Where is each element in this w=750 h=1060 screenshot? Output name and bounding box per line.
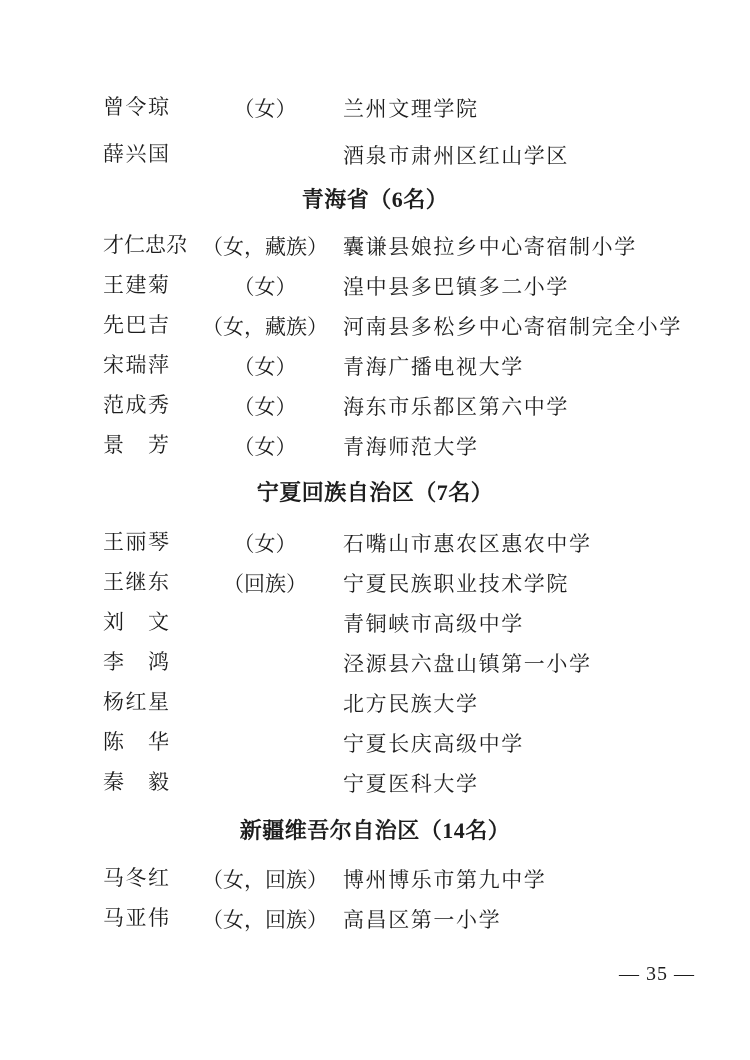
institution: 青铜峡市高级中学 bbox=[343, 612, 524, 636]
institution: 湟中县多巴镇多二小学 bbox=[343, 275, 569, 299]
institution: 泾源县六盘山镇第一小学 bbox=[343, 652, 592, 676]
entry-row bbox=[0, 523, 750, 563]
entry-row bbox=[0, 131, 750, 178]
institution: 北方民族大学 bbox=[343, 692, 479, 716]
recipient-name: 王丽琴 bbox=[103, 530, 169, 555]
entry-row bbox=[0, 683, 750, 723]
page-number: — 35 — bbox=[619, 963, 695, 985]
institution: 兰州文理学院 bbox=[343, 96, 479, 121]
recipient-name: 宋瑞萍 bbox=[103, 353, 169, 378]
recipient-name: 景 芳 bbox=[103, 433, 169, 458]
institution: 宁夏医科大学 bbox=[343, 772, 479, 796]
entry-row bbox=[0, 899, 750, 939]
institution: 酒泉市肃州区红山学区 bbox=[343, 143, 569, 168]
entry-row bbox=[0, 266, 750, 306]
entry-row bbox=[0, 226, 750, 266]
recipient-name: 马冬红 bbox=[103, 866, 169, 891]
recipient-name: 陈 华 bbox=[103, 730, 169, 755]
institution: 青海师范大学 bbox=[343, 435, 479, 459]
gender-ethnicity: （女，藏族） bbox=[202, 315, 328, 339]
gender-ethnicity: （女） bbox=[233, 275, 297, 299]
recipient-name: 秦 毅 bbox=[103, 770, 169, 795]
institution: 高昌区第一小学 bbox=[343, 908, 502, 932]
recipient-name: 才仁忠尕 bbox=[103, 233, 187, 258]
recipient-name: 杨红星 bbox=[103, 690, 169, 715]
gender-ethnicity: （女，回族） bbox=[202, 868, 328, 892]
gender-ethnicity: （女，回族） bbox=[202, 908, 328, 932]
section-xinjiang-rows bbox=[0, 859, 750, 939]
recipient-name: 王继东 bbox=[103, 570, 169, 595]
continuation-rows bbox=[0, 84, 750, 178]
recipient-name: 刘 文 bbox=[103, 610, 169, 635]
gender-ethnicity: （女） bbox=[233, 355, 297, 379]
section-title-ningxia: 宁夏回族自治区（7名） bbox=[256, 480, 494, 505]
section-ningxia-rows bbox=[0, 523, 750, 803]
institution: 宁夏民族职业技术学院 bbox=[343, 572, 569, 596]
entry-row bbox=[0, 859, 750, 899]
entry-row bbox=[0, 306, 750, 346]
entry-row bbox=[0, 723, 750, 763]
gender-ethnicity: （女） bbox=[233, 435, 297, 459]
gender-ethnicity: （女） bbox=[233, 96, 297, 121]
entry-row bbox=[0, 426, 750, 466]
institution: 海东市乐都区第六中学 bbox=[343, 395, 569, 419]
entry-row bbox=[0, 84, 750, 131]
recipient-name: 李 鸿 bbox=[103, 650, 169, 675]
recipient-name: 马亚伟 bbox=[103, 906, 169, 931]
section-title-qinghai: 青海省（6名） bbox=[301, 187, 449, 212]
gender-ethnicity: （回族） bbox=[223, 572, 307, 596]
entry-row bbox=[0, 603, 750, 643]
recipient-name: 王建菊 bbox=[103, 273, 169, 298]
recipient-name: 先巴吉 bbox=[103, 313, 169, 338]
entry-row bbox=[0, 563, 750, 603]
institution: 河南县多松乡中心寄宿制完全小学 bbox=[343, 315, 682, 339]
gender-ethnicity: （女） bbox=[233, 395, 297, 419]
gender-ethnicity: （女） bbox=[233, 532, 297, 556]
recipient-name: 薛兴国 bbox=[103, 141, 169, 166]
section-title-xinjiang: 新疆维吾尔自治区（14名） bbox=[239, 818, 511, 843]
entry-row bbox=[0, 346, 750, 386]
section-qinghai-rows bbox=[0, 226, 750, 466]
entry-row bbox=[0, 643, 750, 683]
institution: 囊谦县娘拉乡中心寄宿制小学 bbox=[343, 235, 637, 259]
institution: 石嘴山市惠农区惠农中学 bbox=[343, 532, 592, 556]
institution: 青海广播电视大学 bbox=[343, 355, 524, 379]
recipient-name: 范成秀 bbox=[103, 393, 169, 418]
gender-ethnicity: （女，藏族） bbox=[202, 235, 328, 259]
recipient-name: 曾令琼 bbox=[103, 94, 169, 119]
institution: 博州博乐市第九中学 bbox=[343, 868, 547, 892]
entry-row bbox=[0, 763, 750, 803]
entry-row bbox=[0, 386, 750, 426]
institution: 宁夏长庆高级中学 bbox=[343, 732, 524, 756]
